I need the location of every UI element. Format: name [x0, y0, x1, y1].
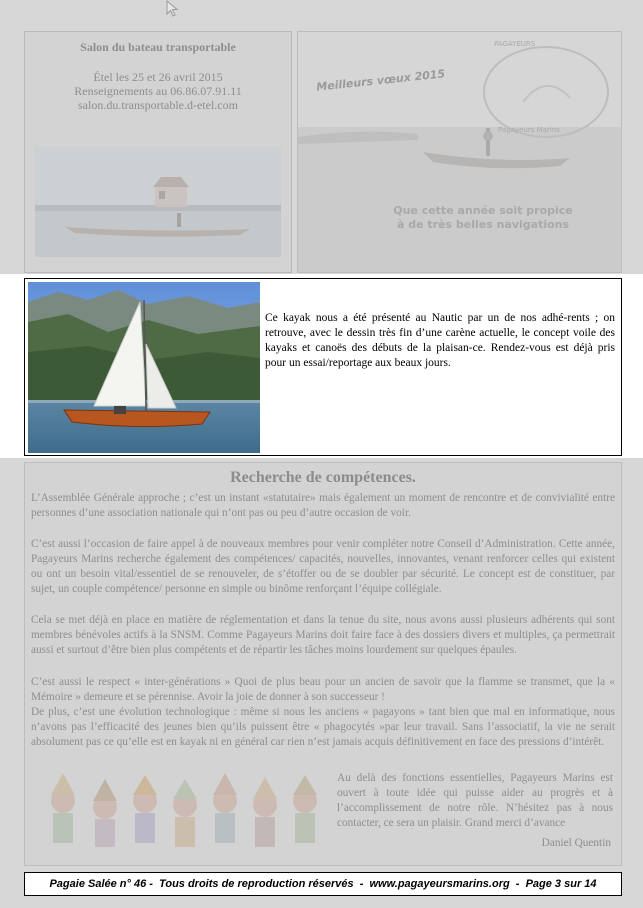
seven-dwarfs-illustration — [33, 771, 333, 861]
page-footer: Pagaie Salée n° 46 - Tous droits de reproduction réservés - www.pagayeursmarins.org - Page 3 sur 14 — [24, 872, 622, 896]
logo-bottom-text: Pagayeurs Marins — [498, 126, 560, 134]
new-year-greeting — [297, 31, 622, 273]
kayak-article-text: Ce kayak nous a été présenté au Nautic par un de nos adhé-rents ; on retrouve, avec le dessin très fin d’une carène actuelle, le concept voile des kayaks et canoës des débuts de la plaisan-ce. Rendez-vous est déjà pris pour un essai/reportage aux beaux jours. — [265, 312, 615, 369]
greeting-wish-line1: Que cette année soit propice — [393, 204, 573, 217]
logo-top-text: PAGAYEURS — [494, 40, 536, 48]
salon-dates: Étel les 25 et 26 avril 2015 — [93, 70, 223, 84]
salon-website: salon.du.transportable.d-etel.com — [78, 98, 238, 112]
competences-paragraph-1: L’Assemblée Générale approche ; c’est un instant «statutaire» mais également un moment de rencontre et de convivialité entre personnes d’une association nationale qui n’ont pas ou peu d’autre occasion de voir. — [31, 492, 615, 519]
competences-paragraph-2: C’est aussi l’occasion de faire appel à de nouveaux membres pour venir compléter notre Conseil d’Administration. Cette année, Pagayeurs Marins recherche également des compétences/ capacités, nouvelles, innovantes, venant renforcer celles qui existent ou ont un besoin vital/essentiel de se renouveler, de s’étoffer ou de se doubler par sécurité. Le concept est de constituer, par sujet, un couple compétence/ personne en simple ou binôme renforçant l’équipe collégiale. — [31, 538, 615, 595]
salon-photo — [35, 147, 281, 257]
salon-title: Salon du bateau transportable — [80, 40, 236, 54]
salon-announcement — [24, 31, 292, 273]
greeting-wish-line2: à de très belles navigations — [396, 218, 570, 231]
competences-closing: Au delà des fonctions essentielles, Pagayeurs Marins est ouvert à toute idée qui puisse aider au progrès et à l’accomplissement de notre rôle. N’hésitez pas à nous contacter, ce sera un plaisir. Grand merci d’avance — [337, 772, 613, 829]
competences-paragraph-3: Cela se met déjà en place en matière de réglementation et dans la tenue du site, nous avons aussi plusieurs adhérents qui sont membres bénévoles actifs à la SNSM. Comme Pagayeurs Marins doit faire face à des dossiers divers et multiples, ça permettrait aussi et surtout d’être bien plus compétents et de répartir les tâches moins lourdement sur quelques épaules. — [31, 614, 615, 656]
kayak-article — [24, 278, 622, 456]
greeting-title: Meilleurs vœux 2015 — [315, 67, 446, 94]
greeting-photo — [298, 32, 622, 273]
sailing-kayak-photo — [28, 282, 260, 453]
mouse-cursor-icon — [166, 0, 180, 18]
competences-title: Recherche de compétences. — [230, 469, 416, 486]
competences-paragraph-4: C’est aussi le respect « inter-générations » Quoi de plus beau pour un ancien de savoir que la flamme se transmet, que la « Mémoire » demeure et se pérennise. Avoir la joie de donner à son successeur ! — [31, 676, 615, 703]
signature: Daniel Quentin — [541, 837, 611, 849]
competences-section — [24, 462, 622, 866]
salon-phone: Renseignements au 06.86.07.91.11 — [74, 84, 242, 98]
competences-paragraph-5: De plus, c’est une évolution technologique : même si nous les anciens « pagayons » tant bien que mal en informatique, nous n’avons pas l’efficacité des jeunes bien qu’ils puissent être « phagocytés »par leur travail. Sans l’associatif, la vie ne serait absolument pas ce qu’elle est en kayak ni en général car rien n’est jamais acquis définitivement en face des pressions d’intérêt. — [31, 706, 615, 748]
